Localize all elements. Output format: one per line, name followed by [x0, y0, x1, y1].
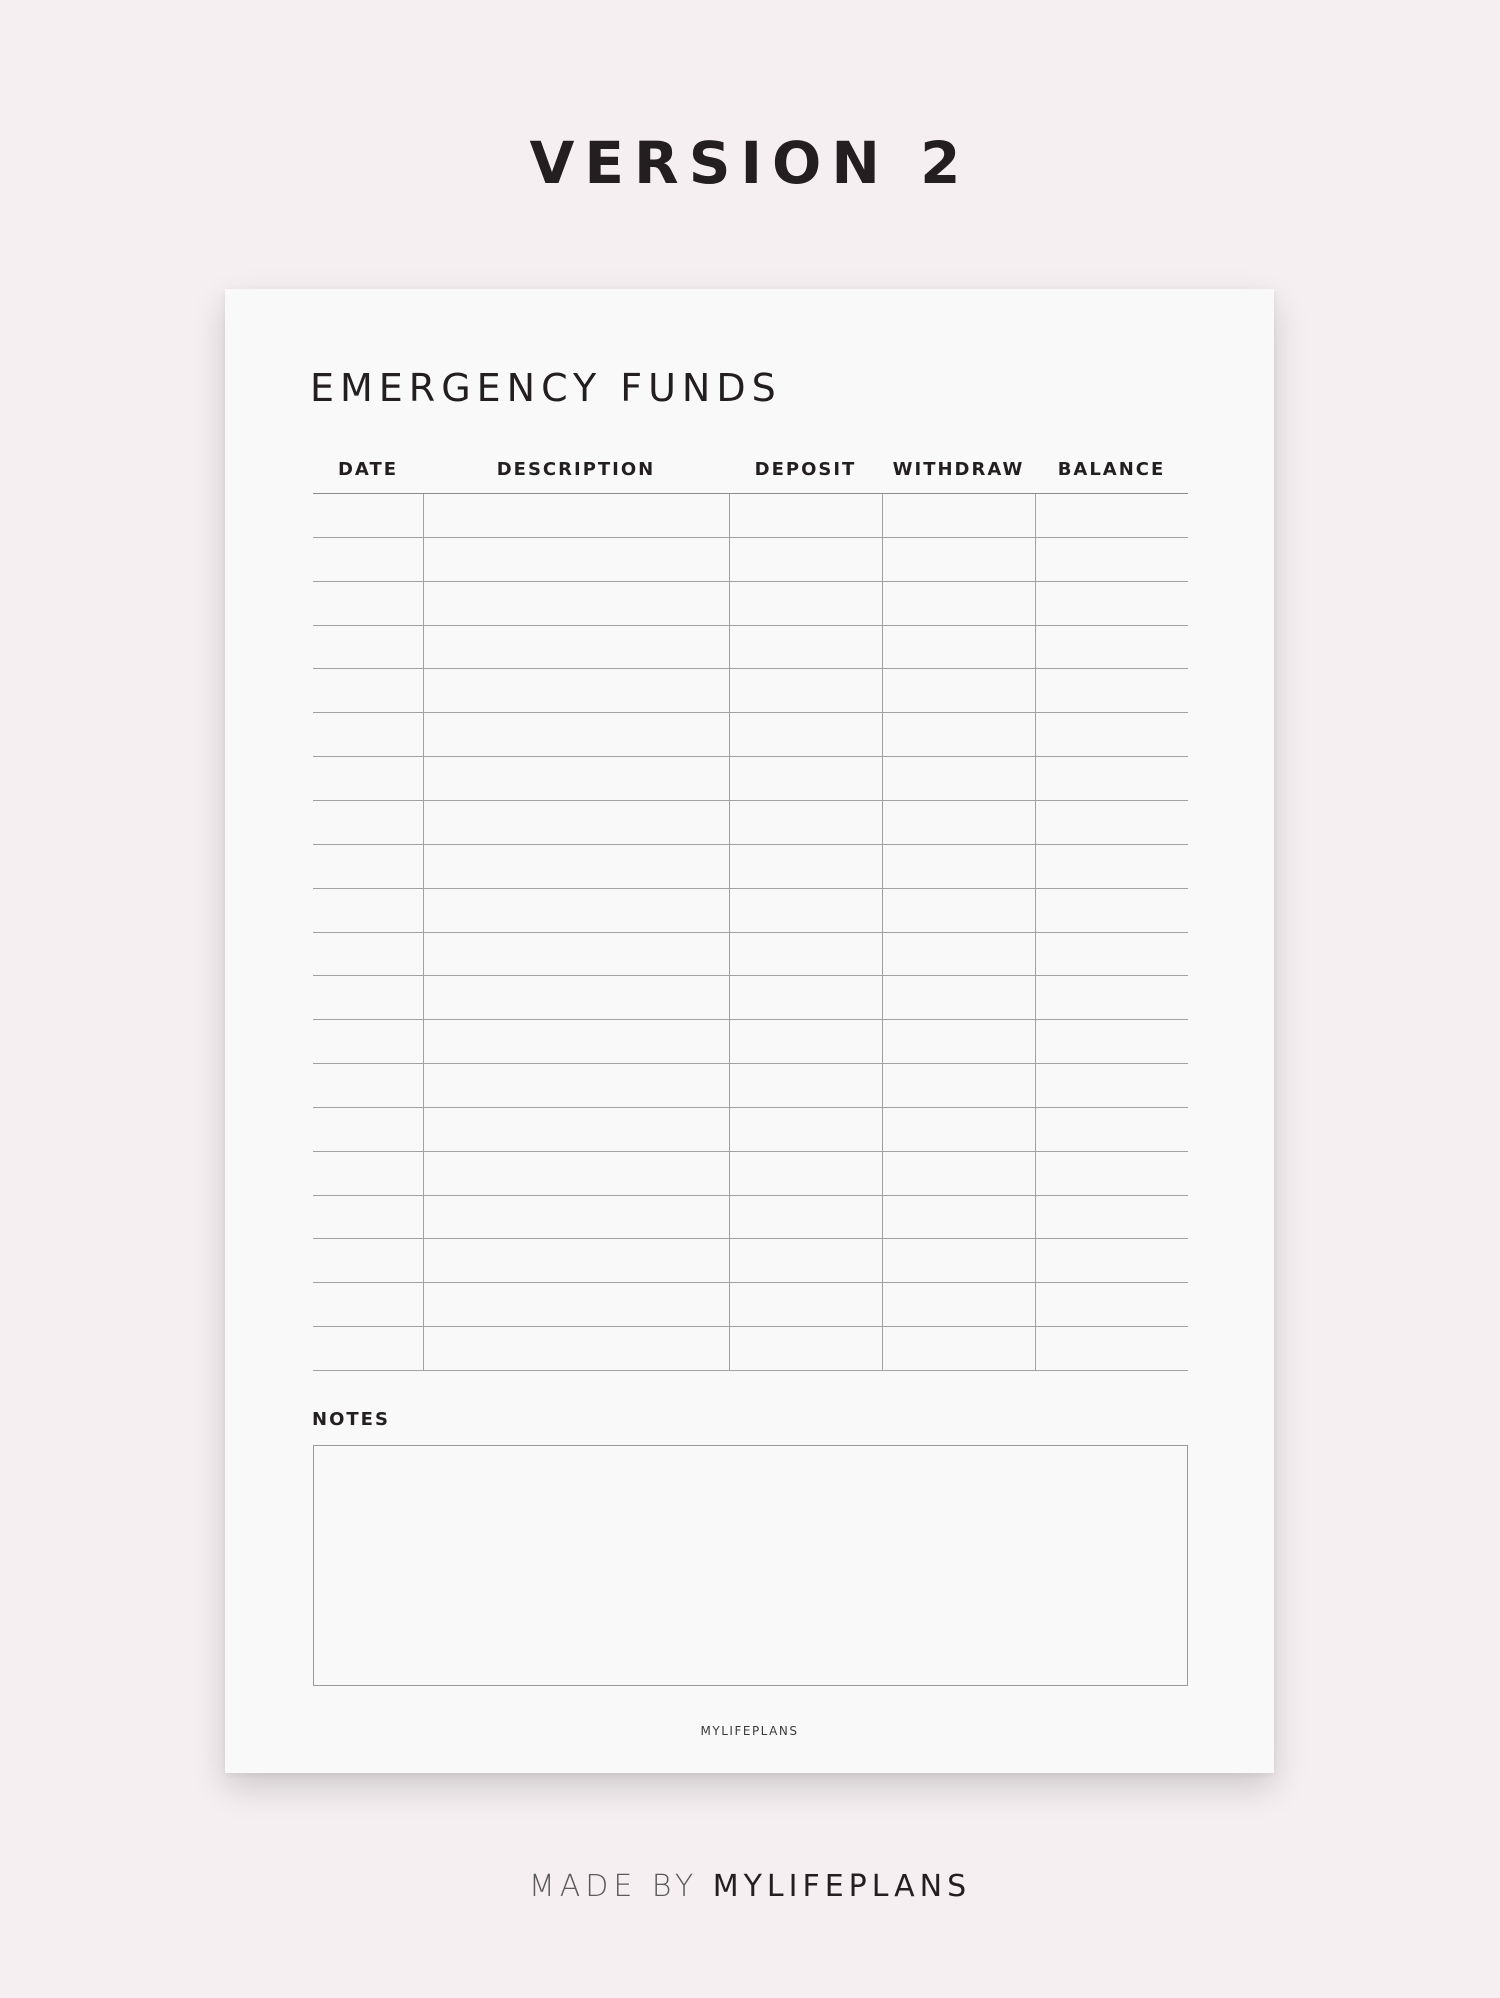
row-rule: [313, 1282, 1188, 1283]
row-rule: [313, 975, 1188, 976]
made-by-credit: [0, 1867, 1500, 1907]
planner-sheet: [225, 289, 1274, 1773]
row-rule: [313, 537, 1188, 538]
row-rule: [313, 1151, 1188, 1152]
row-rule: [313, 844, 1188, 845]
version-title: VERSION 2: [529, 129, 971, 197]
column-header-withdraw: WITHDRAW: [892, 459, 1025, 480]
ledger-header-row: [313, 459, 1188, 493]
ledger-table: [313, 459, 1188, 1371]
row-rule: [313, 1195, 1188, 1196]
sheet-footer: MYLIFEPLANS: [700, 1724, 799, 1738]
row-rule: [313, 756, 1188, 757]
sheet-title: EMERGENCY FUNDS: [310, 366, 782, 410]
row-rule: [313, 668, 1188, 669]
row-rule: [313, 712, 1188, 713]
made-by-prefix: MADE BY: [528, 1869, 699, 1904]
row-rule: [313, 1019, 1188, 1020]
row-rule: [313, 888, 1188, 889]
row-rule: [313, 1370, 1188, 1371]
row-rule: [313, 581, 1188, 582]
column-header-description: DESCRIPTION: [496, 459, 656, 480]
row-rule: [313, 1107, 1188, 1108]
ledger-rows: [313, 493, 1188, 1371]
notes-label: NOTES: [312, 1409, 390, 1430]
row-rule: [313, 932, 1188, 933]
column-header-balance: BALANCE: [1057, 459, 1166, 480]
column-header-date: DATE: [337, 459, 399, 480]
row-rule: [313, 1238, 1188, 1239]
row-rule: [313, 1063, 1188, 1064]
row-rule: [313, 625, 1188, 626]
row-rule: [313, 800, 1188, 801]
made-by-brand: MYLIFEPLANS: [712, 1869, 972, 1904]
notes-box[interactable]: [313, 1445, 1188, 1686]
row-rule: [313, 1326, 1188, 1327]
column-header-deposit: DEPOSIT: [754, 459, 857, 480]
